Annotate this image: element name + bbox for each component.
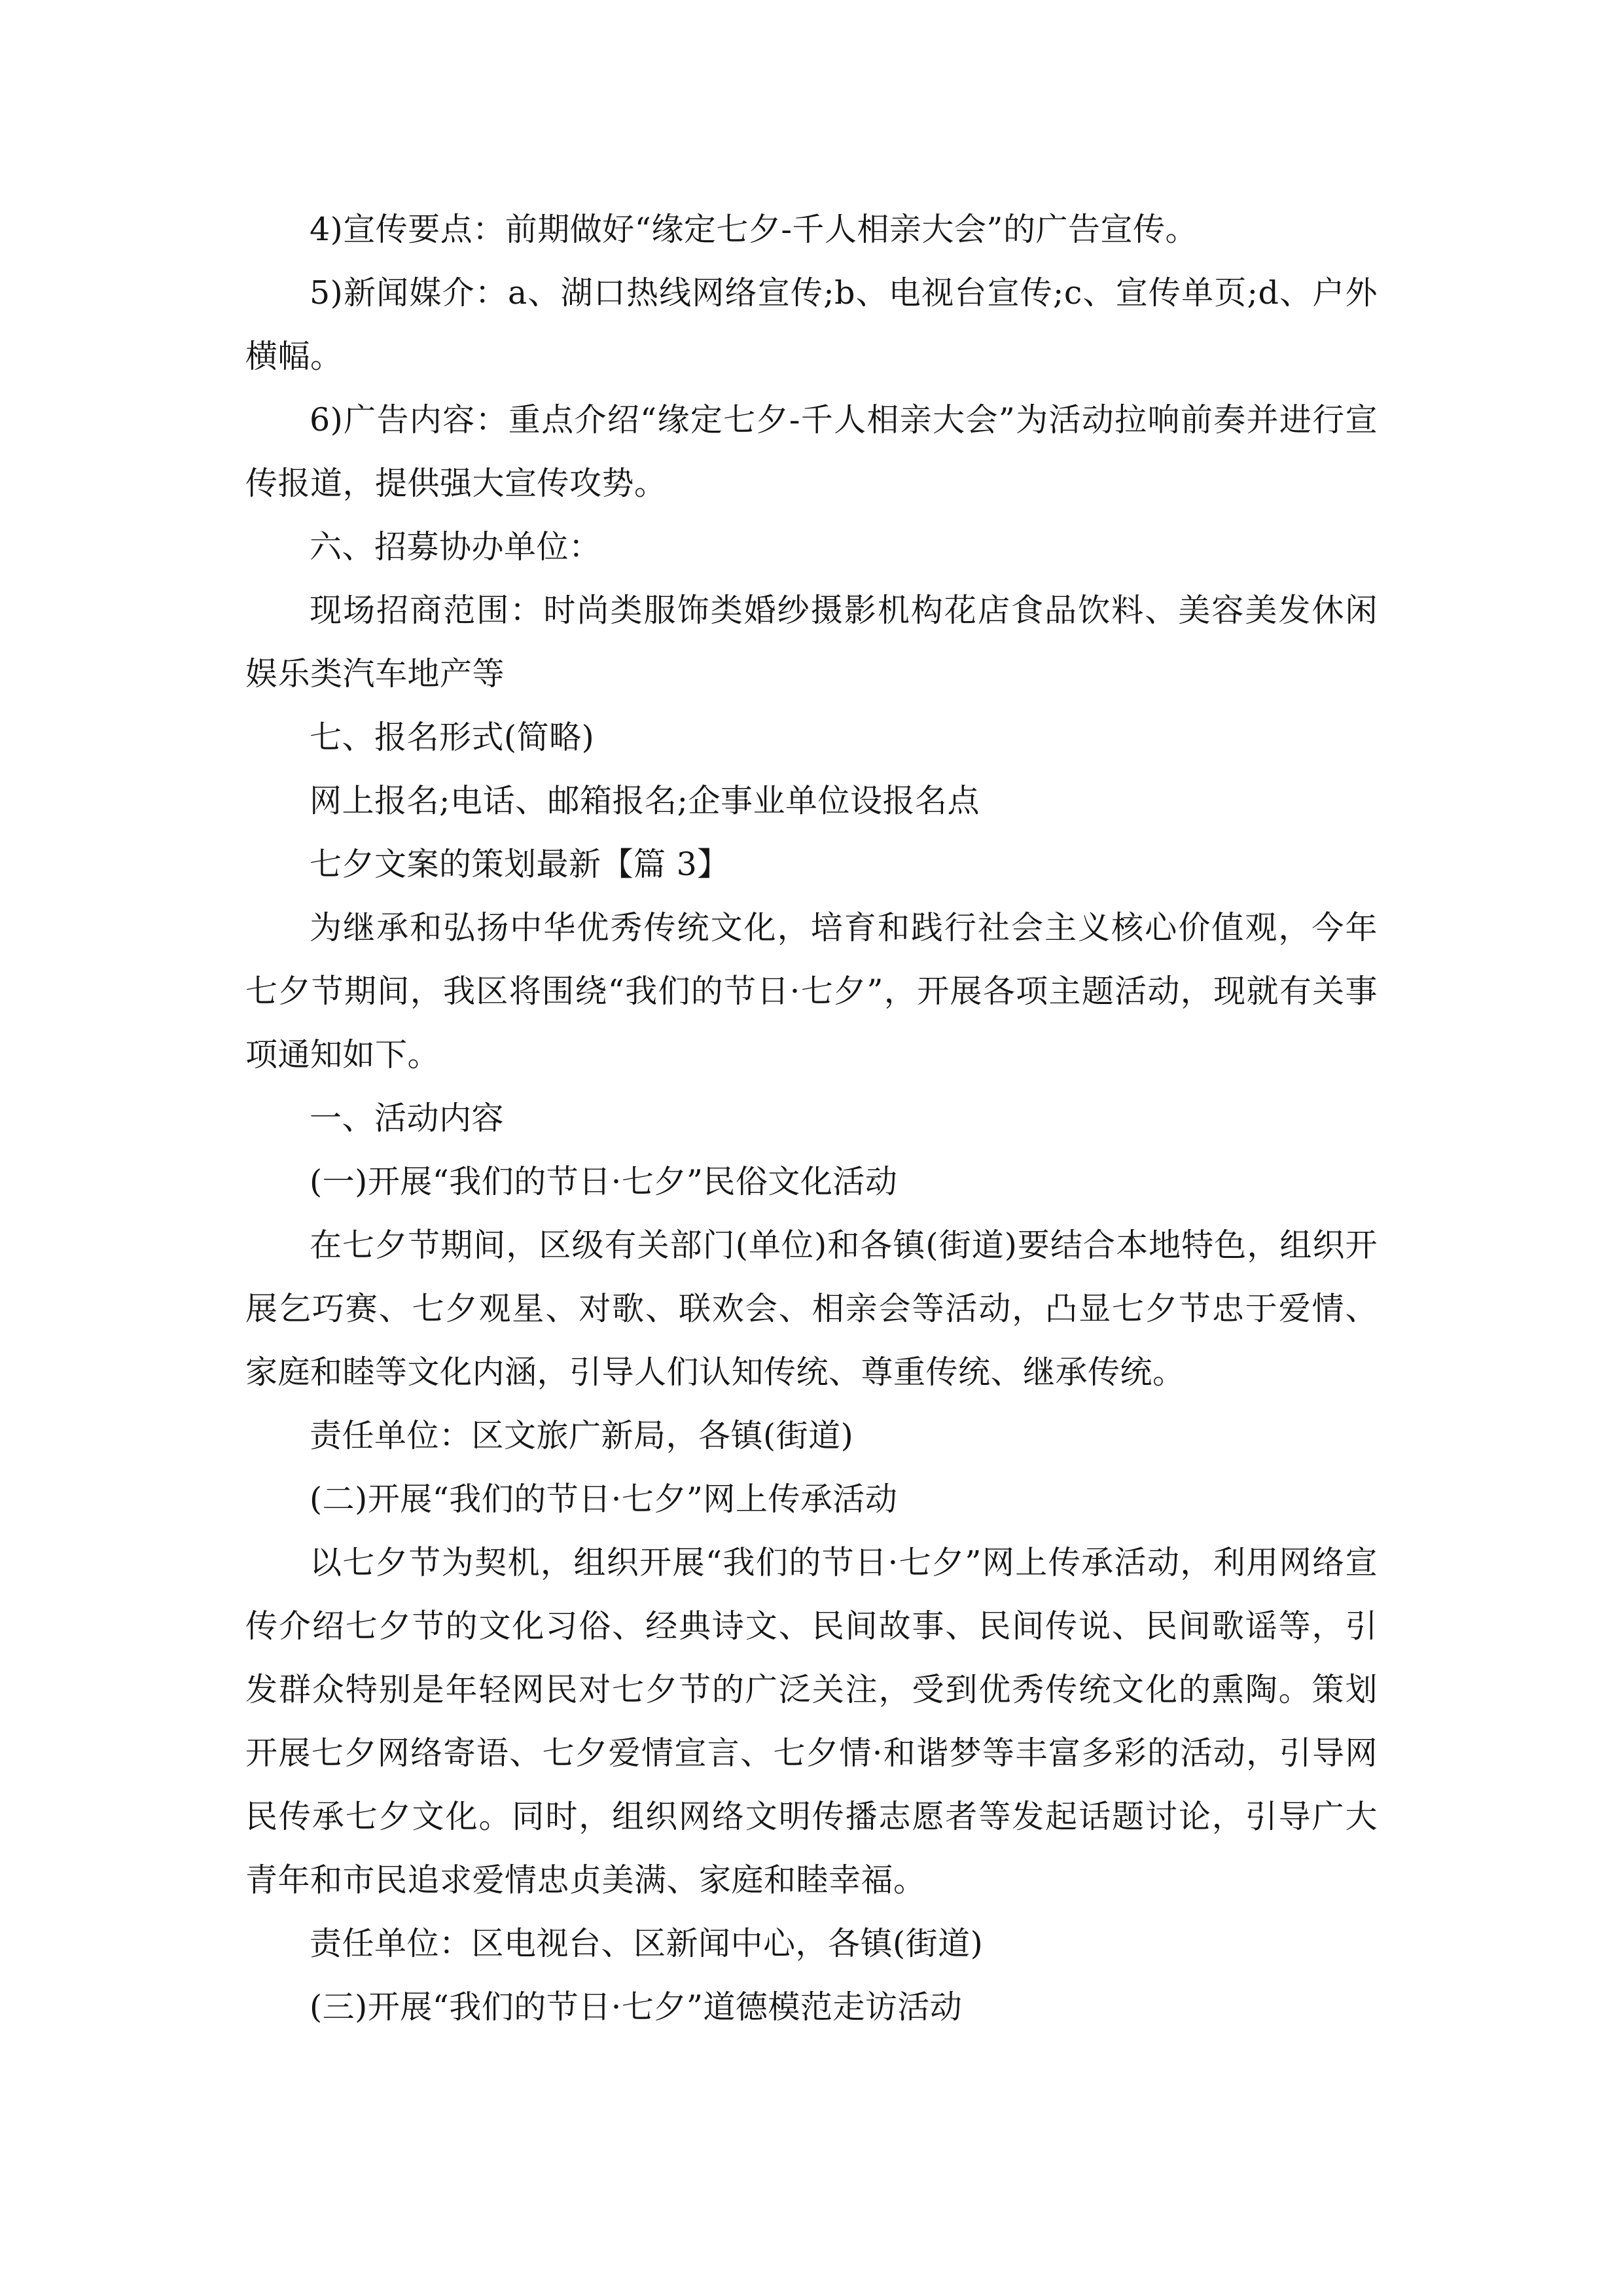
paragraph-merchant-scope: 现场招商范围：时尚类服饰类婚纱摄影机构花店食品饮料、美容美发休闲娱乐类汽车地产等: [245, 592, 1378, 692]
subheading-online-inheritance: (二)开展“我们的节日·七夕”网上传承活动: [310, 1480, 898, 1518]
section-heading-registration: 七、报名形式(简略): [310, 719, 595, 756]
section-heading-activities: 一、活动内容: [310, 1100, 505, 1137]
paragraph-publicity-points: 4)宣传要点：前期做好“缘定七夕-千人相亲大会”的广告宣传。: [310, 211, 1198, 248]
article-title-part-3: 七夕文案的策划最新【篇 3】: [310, 846, 730, 883]
subheading-folk-culture: (一)开展“我们的节日·七夕”民俗文化活动: [310, 1163, 898, 1200]
paragraph-online-inheritance: 以七夕节为契机，组织开展“我们的节日·七夕”网上传承活动，利用网络宣传介绍七夕节的文化习俗、经典诗文、民间故事、民间传说、民间歌谣等，引发群众特别是年轻网民对七夕节的广泛关注，受到优秀传统文化的熏陶。策划开展七夕网络寄语、七夕爱情宣言、七夕情·和谐梦等丰富多彩的活动，引导网民传承七夕文化。同时，组织网络文明传播志愿者等发起话题讨论，引导广大青年和市民追求爱情忠贞美满、家庭和睦幸福。: [245, 1544, 1378, 1899]
paragraph-responsible-unit-1: 责任单位：区文旅广新局，各镇(街道): [310, 1417, 854, 1454]
document-body: [245, 198, 1378, 2039]
paragraph-responsible-unit-2: 责任单位：区电视台、区新闻中心，各镇(街道): [310, 1925, 984, 1962]
subheading-moral-model-visits: (三)开展“我们的节日·七夕”道德模范走访活动: [310, 1988, 963, 2026]
paragraph-intro: 为继承和弘扬中华优秀传统文化，培育和践行社会主义核心价值观，今年七夕节期间，我区将围绕“我们的节日·七夕”，开展各项主题活动，现就有关事项通知如下。: [245, 909, 1378, 1073]
paragraph-folk-culture: 在七夕节期间，区级有关部门(单位)和各镇(街道)要结合本地特色，组织开展乞巧赛、七夕观星、对歌、联欢会、相亲会等活动，凸显七夕节忠于爱情、家庭和睦等文化内涵，引导人们认知传统、尊重传统、继承传统。: [245, 1227, 1378, 1391]
paragraph-registration-methods: 网上报名;电话、邮箱报名;企事业单位设报名点: [310, 782, 980, 819]
paragraph-news-media: 5)新闻媒介：a、湖口热线网络宣传;b、电视台宣传;c、宣传单页;d、户外横幅。: [245, 274, 1378, 375]
section-heading-co-organizers: 六、招募协办单位：: [310, 528, 601, 565]
paragraph-ad-content: 6)广告内容：重点介绍“缘定七夕-千人相亲大会”为活动拉响前奏并进行宣传报道，提供强大宣传攻势。: [245, 401, 1378, 502]
